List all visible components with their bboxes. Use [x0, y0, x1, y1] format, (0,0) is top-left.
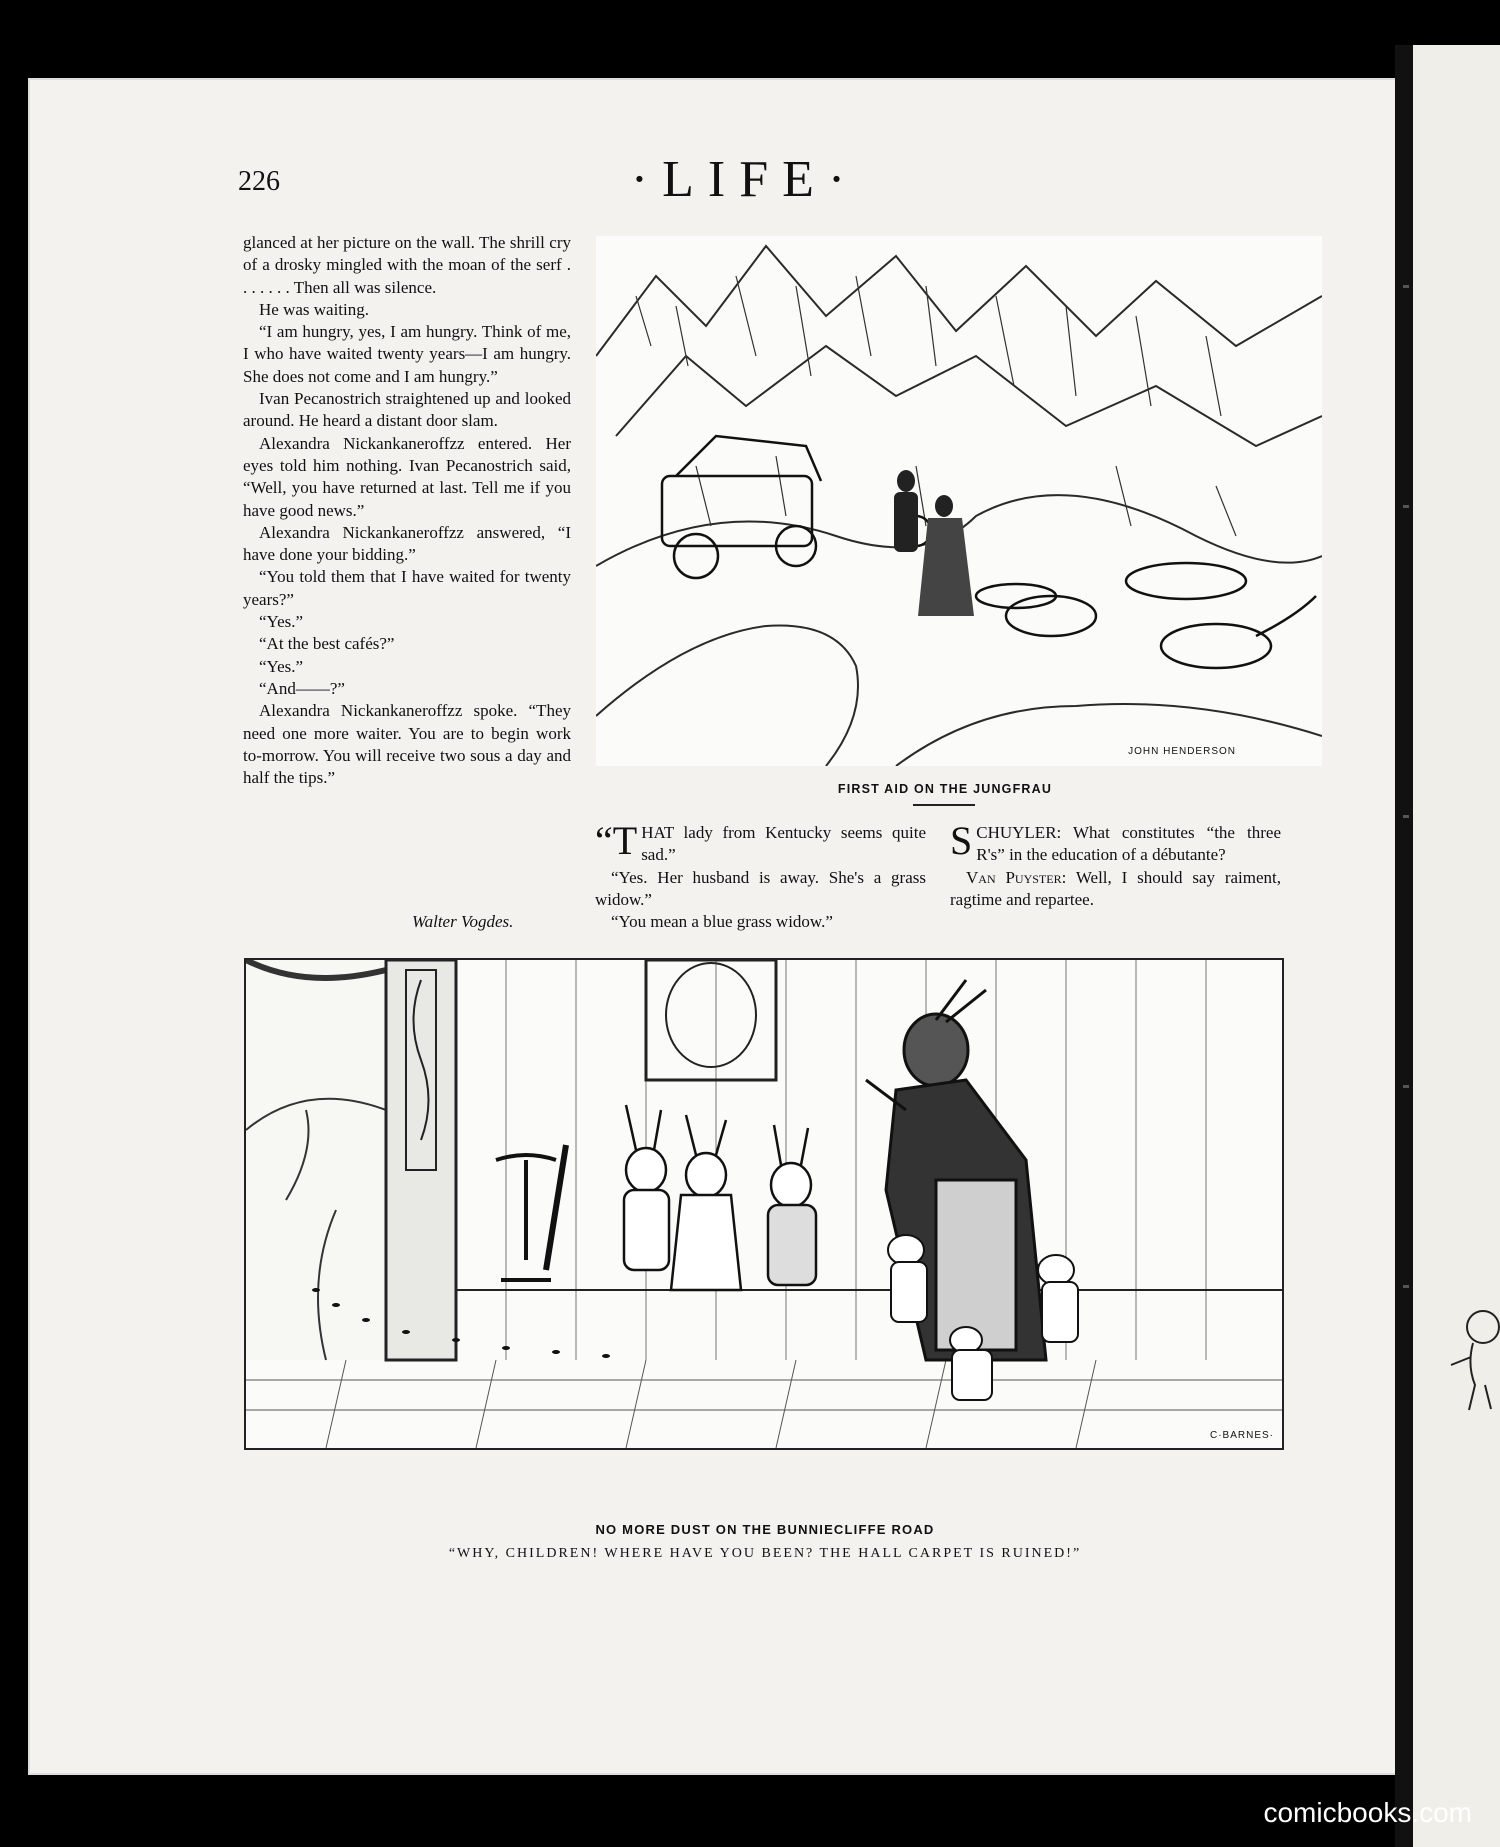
joke-line: CHUYLER: What constitutes “the three R's” in the education of a débutante? — [976, 823, 1281, 865]
illustration-bunnies — [244, 958, 1284, 1450]
bunny-hall-drawing — [246, 960, 1282, 1448]
joke-kentucky — [595, 818, 926, 933]
story-paragraph: “At the best cafés?” — [259, 634, 395, 654]
joke-line: “You mean a blue grass widow.” — [611, 912, 833, 932]
masthead-title: ·LIFE· — [630, 151, 860, 208]
story-paragraph: Alexandra Nickankaneroffzz entered. Her eyes told him nothing. Ivan Pecanostrich said, “Well, you have returned at last. Tell me if you have good news.” — [243, 433, 571, 520]
artist-signature: JOHN HENDERSON — [1128, 746, 1236, 757]
stitch-mark — [1403, 285, 1409, 288]
story-paragraph: “You told them that I have waited for twenty years?” — [243, 567, 571, 609]
story-author: Walter Vogdes. — [412, 912, 514, 931]
drop-cap: S — [950, 818, 973, 863]
mountain-drawing — [596, 236, 1322, 766]
page-gutter — [1395, 45, 1413, 1847]
caption-bunniecliffe: NO MORE DUST ON THE BUNNIECLIFFE ROAD — [595, 1522, 935, 1537]
caption-quote: “WHY, CHILDREN! WHERE HAVE YOU BEEN? THE HALL CARPET IS RUINED!” — [448, 1546, 1082, 1561]
speaker-name: Van Puyster — [966, 867, 1062, 887]
story-paragraph: Alexandra Nickankaneroffzz spoke. “They need one more waiter. You are to begin work to-morrow. You will receive two sous a day and half the tips.” — [243, 701, 571, 788]
story-paragraph: glanced at her picture on the wall. The shrill cry of a drosky mingled with the moan of the serf . . . . . . . Then all was silence. — [243, 233, 571, 297]
story-paragraph: “Yes.” — [259, 612, 304, 632]
cherub-figure — [1445, 1305, 1500, 1415]
story-paragraph: “Yes.” — [259, 656, 304, 676]
joke-line: “Yes. Her husband is away. She's a grass widow.” — [595, 867, 926, 909]
site-watermark: comicbooks.com — [1263, 1797, 1472, 1828]
story-column — [243, 232, 571, 789]
story-paragraph: “And——?” — [259, 678, 345, 698]
stitch-mark — [1403, 1285, 1409, 1288]
caption-rule — [913, 804, 975, 806]
page-number: 226 — [238, 166, 280, 197]
artist-signature: C·BARNES· — [1209, 1430, 1274, 1441]
story-paragraph: Ivan Pecanostrich straightened up and looked around. He heard a distant door slam. — [243, 389, 571, 431]
story-paragraph: He was waiting. — [259, 299, 370, 319]
story-paragraph: Alexandra Nickankaneroffzz answered, “I have done your bidding.” — [243, 522, 571, 565]
joke-line: HAT lady from Kentucky seems quite sad.” — [641, 823, 926, 865]
caption-jungfrau: FIRST AID ON THE JUNGFRAU — [837, 782, 1053, 796]
joke-schuyler — [950, 818, 1281, 911]
illustration-jungfrau — [596, 236, 1322, 766]
facing-page-edge — [1395, 45, 1500, 1847]
stitch-mark — [1403, 505, 1409, 508]
stitch-mark — [1403, 815, 1409, 818]
stitch-mark — [1403, 1085, 1409, 1088]
drop-cap: “T — [595, 818, 638, 863]
joke-line: : Well, I should say raiment, ragtime and repartee. — [950, 867, 1281, 909]
story-paragraph: “I am hungry, yes, I am hungry. Think of me, I who have waited twenty years—I am hungry. She does not come and I am hungry.” — [243, 322, 571, 386]
